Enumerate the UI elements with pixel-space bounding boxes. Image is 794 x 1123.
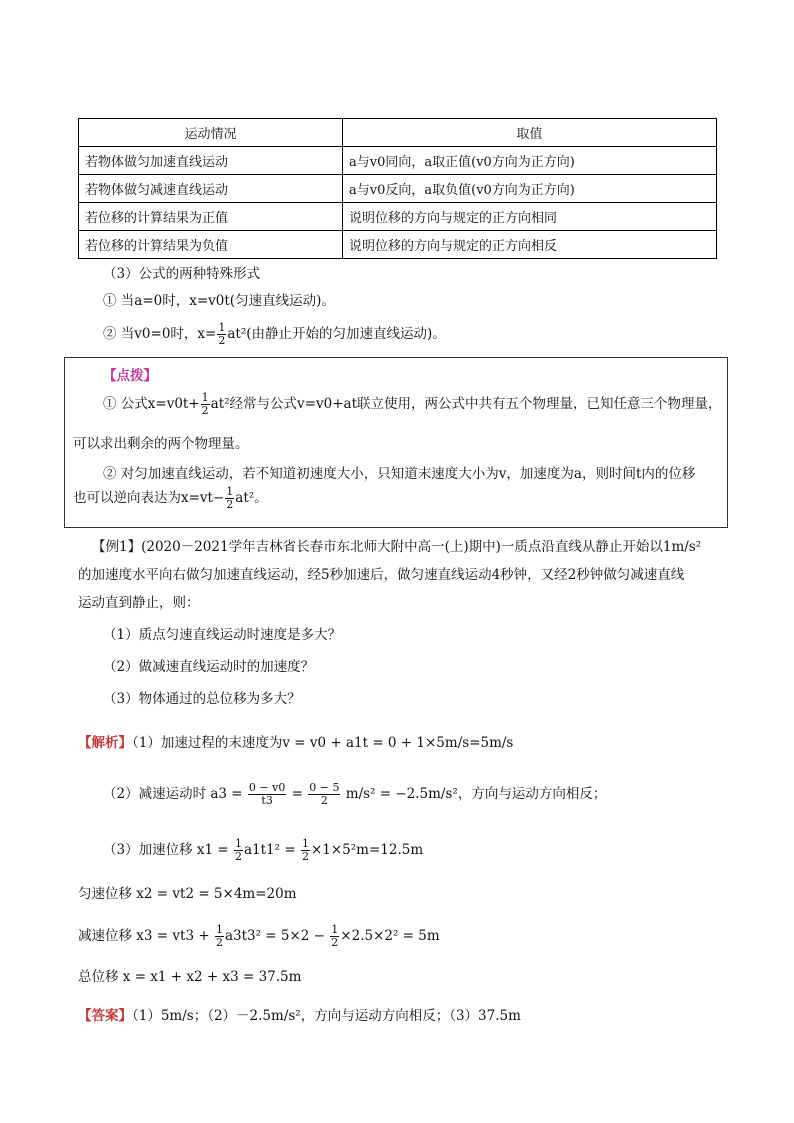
example-label: 【例1】 bbox=[92, 539, 142, 555]
fraction bbox=[308, 782, 340, 807]
answer-label: 【答案】 bbox=[78, 1008, 132, 1024]
fraction-numerator: 0 − 5 bbox=[309, 781, 340, 794]
answer-line bbox=[78, 1004, 521, 1024]
fraction-numerator: 1 bbox=[234, 837, 242, 850]
answer-text: （1）5m/s；（2）－2.5m/s²，方向与运动方向相反；（3）37.5m bbox=[132, 1008, 521, 1024]
fraction-numerator: 1 bbox=[201, 391, 209, 404]
table-row bbox=[79, 175, 717, 203]
fraction-denominator: 2 bbox=[215, 936, 223, 949]
fraction-half bbox=[217, 322, 226, 347]
solution-step-2: （2）减速运动时 a3 = $\frac{0 - v0}{t3}$ = $\frac{0 - 5}{2}$ m/s² = −2.5m/s²，方向与运动方向相反； bbox=[103, 781, 607, 807]
question-2: （2）做减速直线运动时的加速度？ bbox=[103, 659, 315, 675]
solution-step-1 bbox=[78, 731, 513, 751]
fraction-numerator: 1 bbox=[301, 837, 309, 850]
text: 也可以逆向表达为x=vt− bbox=[73, 490, 225, 506]
example-line-3: 运动直到静止，则： bbox=[78, 595, 200, 611]
table-row bbox=[79, 231, 717, 259]
table-header-row bbox=[79, 119, 717, 147]
text: at²(由静止开始的匀加速直线运动)。 bbox=[227, 326, 446, 342]
table-cell: a与v0同向，a取正值(v0方向为正方向) bbox=[343, 147, 717, 175]
fraction bbox=[248, 782, 286, 807]
text: ① 公式x=v0t+ bbox=[103, 396, 200, 412]
tip-paragraph-2-cont bbox=[73, 486, 268, 511]
text: （2）减速运动时 a3 = bbox=[103, 786, 243, 802]
table-header-cell: 取值 bbox=[343, 119, 717, 147]
table-cell: a与v0反向，a取负值(v0方向为正方向) bbox=[343, 175, 717, 203]
text: （1）加速过程的末速度为v = v0 + a1t = 0 + 1×5m/s=5m/s bbox=[132, 735, 514, 751]
table-row bbox=[79, 203, 717, 231]
solution-step-6: 总位移 x = x1 + x2 + x3 = 37.5m bbox=[78, 969, 302, 985]
fraction-denominator: 2 bbox=[218, 334, 226, 347]
solution-step-3 bbox=[103, 838, 423, 863]
table-cell: 说明位移的方向与规定的正方向相反 bbox=[343, 231, 717, 259]
example-line-2: 的加速度水平向右做匀加速直线运动，经5秒加速后，做匀速直线运动4秒钟，又经2秒钟做匀减速直线 bbox=[78, 567, 685, 583]
question-1: （1）质点匀速直线运动时速度是多大？ bbox=[103, 627, 342, 643]
tip-paragraph-2: ② 对匀加速直线运动，若不知道初速度大小，只知道末速度大小为v，加速度为a，则时间t内的位移 bbox=[103, 466, 696, 482]
text: 减速位移 x3 = vt3 + bbox=[78, 928, 210, 944]
text: ×1×5²m=12.5m bbox=[310, 842, 424, 858]
fraction-half bbox=[215, 924, 224, 949]
fraction-numerator: 1 bbox=[215, 923, 223, 936]
fraction-denominator: 2 bbox=[226, 498, 234, 511]
table-cell: 若位移的计算结果为正值 bbox=[79, 203, 343, 231]
fraction-denominator: 2 bbox=[331, 936, 339, 949]
fraction-numerator: 1 bbox=[218, 321, 226, 334]
fraction-denominator: 2 bbox=[201, 404, 209, 417]
special-form-1: ① 当a=0时，x=v0t(匀速直线运动)。 bbox=[103, 293, 335, 309]
table-cell: 若位移的计算结果为负值 bbox=[79, 231, 343, 259]
fraction-numerator: 1 bbox=[331, 923, 339, 936]
fraction-half bbox=[225, 486, 234, 511]
text: （3）加速位移 x1 = bbox=[103, 842, 229, 858]
text: (2020－2021学年吉林省长春市东北师大附中高一(上)期中)一质点沿直线从静止开始以1m/s² bbox=[141, 539, 702, 555]
fraction-half bbox=[330, 924, 339, 949]
tip-paragraph-1 bbox=[103, 392, 722, 417]
fraction-half bbox=[234, 838, 243, 863]
example-line-1 bbox=[92, 535, 701, 555]
fraction-half bbox=[201, 392, 210, 417]
tip-label: 【点拨】 bbox=[103, 368, 157, 384]
table-row bbox=[79, 147, 717, 175]
table-cell: 若物体做匀减速直线运动 bbox=[79, 175, 343, 203]
fraction-denominator: 2 bbox=[320, 794, 328, 807]
text: at²经常与公式v=v0+at联立使用，两公式中共有五个物理量，已知任意三个物理量， bbox=[210, 396, 722, 412]
fraction-denominator: 2 bbox=[301, 850, 309, 863]
special-form-2 bbox=[103, 322, 446, 347]
solution-label: 【解析】 bbox=[78, 735, 132, 751]
text: a1t1² = bbox=[243, 842, 296, 858]
fraction-numerator: 1 bbox=[226, 485, 234, 498]
fraction-denominator: 2 bbox=[234, 850, 242, 863]
tip-paragraph-1-cont: 可以求出剩余的两个物理量。 bbox=[73, 436, 249, 452]
tip-box bbox=[64, 357, 728, 528]
fraction-half bbox=[301, 838, 310, 863]
text: a3t3² = 5×2 − bbox=[224, 928, 325, 944]
section-title: （3）公式的两种特殊形式 bbox=[103, 266, 261, 282]
table-header-cell: 运动情况 bbox=[79, 119, 343, 147]
value-table bbox=[78, 118, 717, 259]
question-3: （3）物体通过的总位移为多大？ bbox=[103, 691, 301, 707]
text: m/s² = −2.5m/s²，方向与运动方向相反； bbox=[345, 786, 607, 802]
text: ×2.5×2² = 5m bbox=[340, 928, 440, 944]
fraction-numerator: 0 − v0 bbox=[248, 781, 286, 794]
table-cell: 若物体做匀加速直线运动 bbox=[79, 147, 343, 175]
fraction-denominator: t3 bbox=[261, 794, 273, 807]
table-cell: 说明位移的方向与规定的正方向相同 bbox=[343, 203, 717, 231]
text: at²。 bbox=[235, 490, 268, 506]
text: ② 当v0=0时，x= bbox=[103, 326, 217, 342]
solution-step-4: 匀速位移 x2 = vt2 = 5×4m=20m bbox=[78, 886, 297, 902]
solution-step-5 bbox=[78, 924, 440, 949]
